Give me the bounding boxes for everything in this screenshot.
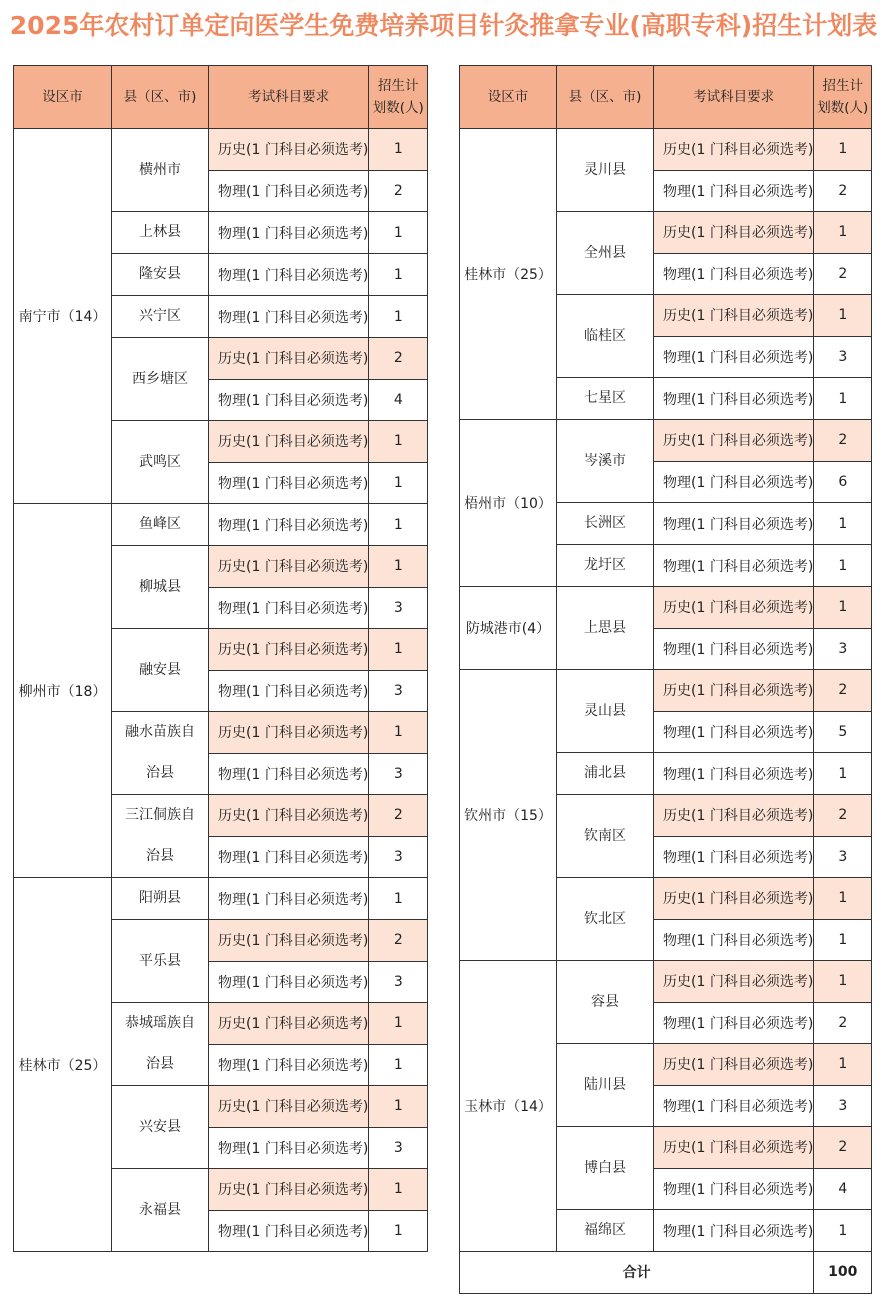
county-cell: 岑溪市 [557,420,654,503]
quota-cell: 2 [369,795,428,837]
requirement-cell: 历史(1 门科目必须选考) [654,129,814,171]
county-cell: 隆安县 [112,254,209,296]
county-cell: 上思县 [557,587,654,670]
quota-cell: 3 [369,836,428,878]
requirement-cell: 历史(1 门科目必须选考) [209,920,369,962]
quota-cell: 1 [814,545,872,587]
requirement-cell: 物理(1 门科目必须选考) [654,1210,814,1252]
county-cell: 阳朔县 [112,878,209,920]
quota-cell: 1 [814,129,872,171]
requirement-cell: 历史(1 门科目必须选考) [654,795,814,837]
requirement-cell: 物理(1 门科目必须选考) [654,1002,814,1044]
requirement-cell: 物理(1 门科目必须选考) [209,878,369,920]
quota-cell: 1 [814,753,872,795]
requirement-cell: 历史(1 门科目必须选考) [654,420,814,462]
county-cell: 西乡塘区 [112,338,209,421]
quota-cell: 1 [369,629,428,671]
requirement-cell: 物理(1 门科目必须选考) [209,961,369,1003]
quota-cell: 1 [814,878,872,920]
quota-cell: 1 [369,296,428,338]
requirement-cell: 历史(1 门科目必须选考) [209,1086,369,1128]
quota-cell: 1 [369,1210,428,1252]
quota-cell: 3 [814,628,872,670]
header-quota-line1: 招生计 [378,78,419,94]
county-cell: 全州县 [557,212,654,295]
quota-cell: 1 [814,919,872,961]
quota-cell: 1 [814,587,872,629]
requirement-cell: 物理(1 门科目必须选考) [654,503,814,545]
header-quota [814,66,872,129]
quota-cell: 3 [814,836,872,878]
quota-cell: 3 [369,587,428,629]
county-cell: 浦北县 [557,753,654,795]
quota-cell: 1 [369,462,428,504]
quota-cell: 2 [814,1002,872,1044]
county-cell: 灵山县 [557,670,654,753]
table-row [460,587,872,629]
county-cell: 平乐县 [112,920,209,1003]
requirement-cell: 物理(1 门科目必须选考) [209,212,369,254]
requirement-cell: 历史(1 门科目必须选考) [209,338,369,380]
quota-cell: 1 [369,129,428,171]
county-name-line1: 融水苗族自 [125,724,195,740]
county-cell: 七星区 [557,378,654,420]
table-row [460,420,872,462]
requirement-cell: 历史(1 门科目必须选考) [209,421,369,463]
requirement-cell: 物理(1 门科目必须选考) [654,378,814,420]
header-requirement: 考试科目要求 [209,66,369,129]
requirement-cell: 历史(1 门科目必须选考) [209,712,369,754]
quota-cell: 1 [814,1044,872,1086]
requirement-cell: 历史(1 门科目必须选考) [209,795,369,837]
quota-cell: 1 [369,254,428,296]
header-city: 设区市 [460,66,557,129]
header-county: 县（区、市) [557,66,654,129]
table-row [460,670,872,712]
requirement-cell: 历史(1 门科目必须选考) [209,129,369,171]
quota-cell: 1 [369,1086,428,1128]
city-cell: 南宁市（14） [14,129,112,504]
requirement-cell: 历史(1 门科目必须选考) [209,1003,369,1045]
requirement-cell: 物理(1 门科目必须选考) [654,170,814,212]
city-cell: 钦州市（15） [460,670,557,961]
county-cell: 上林县 [112,212,209,254]
header-quota-line1: 招生计 [822,78,864,94]
requirement-cell: 物理(1 门科目必须选考) [209,587,369,629]
county-cell [112,712,209,795]
table-row [14,129,428,171]
quota-cell: 4 [369,379,428,421]
requirement-cell: 物理(1 门科目必须选考) [654,336,814,378]
quota-cell: 2 [814,170,872,212]
county-cell: 柳城县 [112,546,209,629]
requirement-cell: 历史(1 门科目必须选考) [654,670,814,712]
county-cell: 鱼峰区 [112,504,209,546]
page-title: 2025年农村订单定向医学生免费培养项目针灸推拿专业(高职专科)招生计划表 [9,11,878,40]
requirement-cell: 物理(1 门科目必须选考) [654,1085,814,1127]
county-cell: 容县 [557,961,654,1044]
requirement-cell: 物理(1 门科目必须选考) [654,1168,814,1210]
requirement-cell: 物理(1 门科目必须选考) [209,379,369,421]
requirement-cell: 物理(1 门科目必须选考) [209,170,369,212]
quota-cell: 2 [814,670,872,712]
requirement-cell: 物理(1 门科目必须选考) [654,753,814,795]
quota-cell: 1 [814,961,872,1003]
table-row [460,961,872,1003]
city-cell: 柳州市（18） [14,504,112,878]
requirement-cell: 物理(1 门科目必须选考) [209,836,369,878]
requirement-cell: 物理(1 门科目必须选考) [654,253,814,295]
county-cell: 博白县 [557,1127,654,1210]
quota-cell: 1 [814,212,872,254]
quota-cell: 3 [814,1085,872,1127]
quota-cell: 1 [814,1210,872,1252]
requirement-cell: 物理(1 门科目必须选考) [209,462,369,504]
quota-cell: 6 [814,461,872,503]
city-cell: 梧州市（10） [460,420,557,587]
county-cell: 兴宁区 [112,296,209,338]
county-cell [112,795,209,878]
city-cell: 防城港市(4） [460,587,557,670]
quota-cell: 2 [814,1127,872,1169]
requirement-cell: 历史(1 门科目必须选考) [654,295,814,337]
city-cell: 桂林市（25） [14,878,112,1252]
requirement-cell: 历史(1 门科目必须选考) [654,212,814,254]
quota-cell: 1 [814,295,872,337]
requirement-cell: 物理(1 门科目必须选考) [654,628,814,670]
county-cell: 横州市 [112,129,209,212]
requirement-cell: 历史(1 门科目必须选考) [209,629,369,671]
county-cell: 福绵区 [557,1210,654,1252]
requirement-cell: 历史(1 门科目必须选考) [209,546,369,588]
quota-cell: 3 [369,670,428,712]
city-cell: 桂林市（25） [460,129,557,420]
city-cell: 玉林市（14） [460,961,557,1252]
header-quota-line2: 划数(人) [372,100,424,116]
requirement-cell: 物理(1 门科目必须选考) [209,1127,369,1169]
requirement-cell: 物理(1 门科目必须选考) [209,1044,369,1086]
requirement-cell: 物理(1 门科目必须选考) [209,753,369,795]
quota-cell: 3 [369,1127,428,1169]
requirement-cell: 物理(1 门科目必须选考) [654,461,814,503]
county-name-line1: 三江侗族自 [125,807,195,823]
county-cell: 临桂区 [557,295,654,378]
quota-cell: 3 [369,753,428,795]
county-name-line2: 治县 [146,848,174,864]
header-city: 设区市 [14,66,112,129]
county-cell: 长洲区 [557,503,654,545]
requirement-cell: 物理(1 门科目必须选考) [654,836,814,878]
quota-cell: 1 [369,712,428,754]
quota-cell: 1 [369,546,428,588]
requirement-cell: 历史(1 门科目必须选考) [209,1169,369,1211]
requirement-cell: 物理(1 门科目必须选考) [654,919,814,961]
requirement-cell: 历史(1 门科目必须选考) [654,961,814,1003]
enrollment-table-right [459,65,872,1294]
table-body-right [460,129,872,1252]
table-row [460,129,872,171]
header-quota [369,66,428,129]
quota-cell: 2 [369,170,428,212]
county-cell: 永福县 [112,1169,209,1252]
quota-cell: 1 [369,212,428,254]
quota-cell: 2 [369,338,428,380]
county-cell: 陆川县 [557,1044,654,1127]
header-requirement: 考试科目要求 [654,66,814,129]
requirement-cell: 物理(1 门科目必须选考) [654,711,814,753]
table-header-row [460,66,872,129]
quota-cell: 1 [369,1169,428,1211]
quota-cell: 4 [814,1168,872,1210]
quota-cell: 2 [814,253,872,295]
county-cell: 龙圩区 [557,545,654,587]
requirement-cell: 历史(1 门科目必须选考) [654,878,814,920]
quota-cell: 2 [369,920,428,962]
requirement-cell: 物理(1 门科目必须选考) [209,670,369,712]
quota-cell: 1 [369,878,428,920]
total-row [460,1252,872,1294]
requirement-cell: 历史(1 门科目必须选考) [654,1044,814,1086]
county-cell: 钦北区 [557,878,654,961]
total-label: 合计 [460,1252,814,1294]
total-value: 100 [814,1252,872,1294]
quota-cell: 1 [369,504,428,546]
requirement-cell: 历史(1 门科目必须选考) [654,1127,814,1169]
requirement-cell: 物理(1 门科目必须选考) [209,254,369,296]
county-cell: 灵川县 [557,129,654,212]
county-cell: 武鸣区 [112,421,209,504]
quota-cell: 2 [814,795,872,837]
header-quota-line2: 划数(人) [817,100,869,116]
table-row [14,504,428,546]
requirement-cell: 物理(1 门科目必须选考) [209,296,369,338]
county-cell: 兴安县 [112,1086,209,1169]
requirement-cell: 物理(1 门科目必须选考) [209,504,369,546]
table-body-left [14,129,428,1252]
quota-cell: 1 [369,421,428,463]
quota-cell: 5 [814,711,872,753]
quota-cell: 1 [369,1044,428,1086]
requirement-cell: 物理(1 门科目必须选考) [209,1210,369,1252]
county-name-line2: 治县 [146,765,174,781]
county-name-line2: 治县 [146,1056,174,1072]
quota-cell: 3 [369,961,428,1003]
county-cell: 钦南区 [557,795,654,878]
requirement-cell: 物理(1 门科目必须选考) [654,545,814,587]
header-county: 县（区、市) [112,66,209,129]
county-cell [112,1003,209,1086]
quota-cell: 3 [814,336,872,378]
county-cell: 融安县 [112,629,209,712]
quota-cell: 2 [814,420,872,462]
quota-cell: 1 [814,503,872,545]
requirement-cell: 历史(1 门科目必须选考) [654,587,814,629]
enrollment-table-left [13,65,428,1252]
quota-cell: 1 [814,378,872,420]
table-row [14,878,428,920]
county-name-line1: 恭城瑶族自 [125,1015,195,1031]
table-header-row [14,66,428,129]
quota-cell: 1 [369,1003,428,1045]
